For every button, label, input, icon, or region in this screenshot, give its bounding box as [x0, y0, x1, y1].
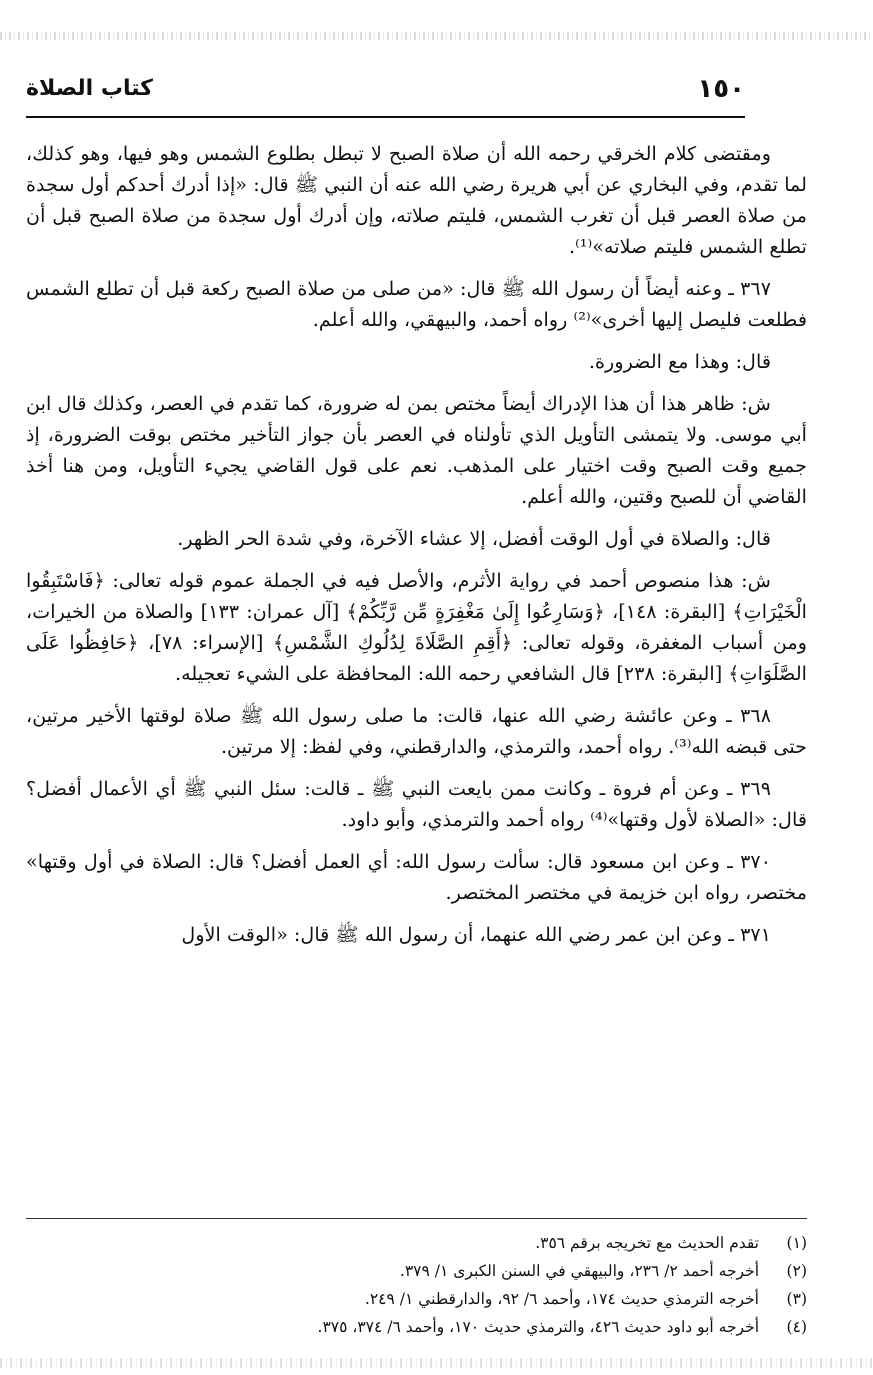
footnote-text: أخرجه الترمذي حديث ١٧٤، وأحمد ٦/ ٩٢، والدارقطني ١/ ٢٤٩.	[364, 1290, 759, 1308]
paragraph: قال: والصلاة في أول الوقت أفضل، إلا عشاء الآخرة، وفي شدة الحر الظهر.	[177, 527, 771, 550]
footnote	[26, 1257, 807, 1285]
paragraph: ٣٦٧ ـ وعنه أيضاً أن رسول الله ﷺ قال: «من صلى من صلاة الصبح ركعة قبل أن تطلع الشمس فطلعت فليصل إليها أخرى»⁽²⁾ رواه أحمد، والبيهقي، والله أعلم.	[26, 277, 807, 331]
paragraph: ش: هذا منصوص أحمد في رواية الأثرم، والأصل فيه في الجملة عموم قوله تعالى: ﴿فَاسْتَبِقُوا الْخَيْرَاتِ﴾ [البقرة: ١٤٨]، ﴿وَسَارِعُوا إِلَىٰ مَغْفِرَةٍ مِّن رَّبِّكُمْ﴾ [آل عمران: ١٣٣] والصلاة من الخيرات، ومن أسباب المغفرة، وقوله تعالى: ﴿أَقِمِ الصَّلَاةَ لِدُلُوكِ الشَّمْسِ﴾ [الإسراء: ٧٨]، ﴿حَافِظُوا عَلَى الصَّلَوَاتِ﴾ [البقرة: ٢٣٨] قال الشافعي رحمه الله: المحافظة على الشيء تعجيله.	[26, 569, 807, 685]
main-text	[26, 138, 807, 961]
footnote-text: تقدم الحديث مع تخريجه برقم ٣٥٦.	[535, 1234, 759, 1252]
footnote-number: (٢)	[786, 1262, 807, 1280]
footnote	[26, 1313, 807, 1341]
scan-edge-bottom	[0, 1358, 873, 1368]
footnote-text: أخرجه أحمد ٢/ ٢٣٦، والبيهقي في السنن الكبرى ١/ ٣٧٩.	[399, 1262, 759, 1280]
paragraph: ٣٧١ ـ وعن ابن عمر رضي الله عنهما، أن رسول الله ﷺ قال: «الوقت الأول	[181, 923, 771, 946]
footnote-text: أخرجه أبو داود حديث ٤٢٦، والترمذي حديث ١٧٠، وأحمد ٦/ ٣٧٤، ٣٧٥.	[317, 1318, 759, 1336]
page-header	[26, 74, 745, 118]
footnote-number: (١)	[786, 1234, 807, 1252]
footnote-number: (٤)	[786, 1318, 807, 1336]
footnote	[26, 1285, 807, 1313]
paragraph: ٣٦٨ ـ وعن عائشة رضي الله عنها، قالت: ما صلى رسول الله ﷺ صلاة لوقتها الأخير مرتين، حتى قبضه الله⁽³⁾. رواه أحمد، والترمذي، والدارقطني، وفي لفظ: إلا مرتين.	[26, 704, 807, 758]
paragraph: ومقتضى كلام الخرقي رحمه الله أن صلاة الصبح لا تبطل بطلوع الشمس وهو فيها، وهو كذلك، لما تقدم، وفي البخاري عن أبي هريرة رضي الله عنه أن النبي ﷺ قال: «إذا أدرك أحدكم أول سجدة من صلاة العصر قبل أن تغرب الشمس، فليتم صلاته، وإن أدرك أول سجدة من صلاة الصبح قبل أن تطلع الشمس فليتم صلاته»⁽¹⁾.	[26, 142, 807, 258]
page-number: ١٥٠	[697, 74, 745, 104]
paragraph: ش: ظاهر هذا أن هذا الإدراك أيضاً مختص بمن له ضرورة، كما تقدم في العصر، وكذلك قال ابن أبي موسى. ولا يتمشى التأويل الذي تأولناه في العصر بأن جواز التأخير مختص بوقت الضرورة، إذ جميع وقت الصبح وقت اختيار على المذهب. نعم على قول القاضي يجيء التأويل، ومن هنا أخذ القاضي أن للصبح وقتين، والله أعلم.	[26, 392, 807, 508]
paragraph: قال: وهذا مع الضرورة.	[588, 350, 771, 373]
paragraph: ٣٧٠ ـ وعن ابن مسعود قال: سألت رسول الله: أي العمل أفضل؟ قال: الصلاة في أول وقتها» مختصر، رواه ابن خزيمة في مختصر المختصر.	[26, 850, 807, 904]
running-title: كتاب الصلاة	[26, 76, 153, 101]
footnotes	[26, 1218, 807, 1341]
footnote	[26, 1229, 807, 1257]
footnote-number: (٣)	[786, 1290, 807, 1308]
scan-edge-top	[0, 32, 873, 40]
paragraph: ٣٦٩ ـ وعن أم فروة ـ وكانت ممن بايعت النبي ﷺ ـ قالت: سئل النبي ﷺ أي الأعمال أفضل؟ قال: «الصلاة لأول وقتها»⁽⁴⁾ رواه أحمد والترمذي، وأبو داود.	[26, 777, 807, 831]
